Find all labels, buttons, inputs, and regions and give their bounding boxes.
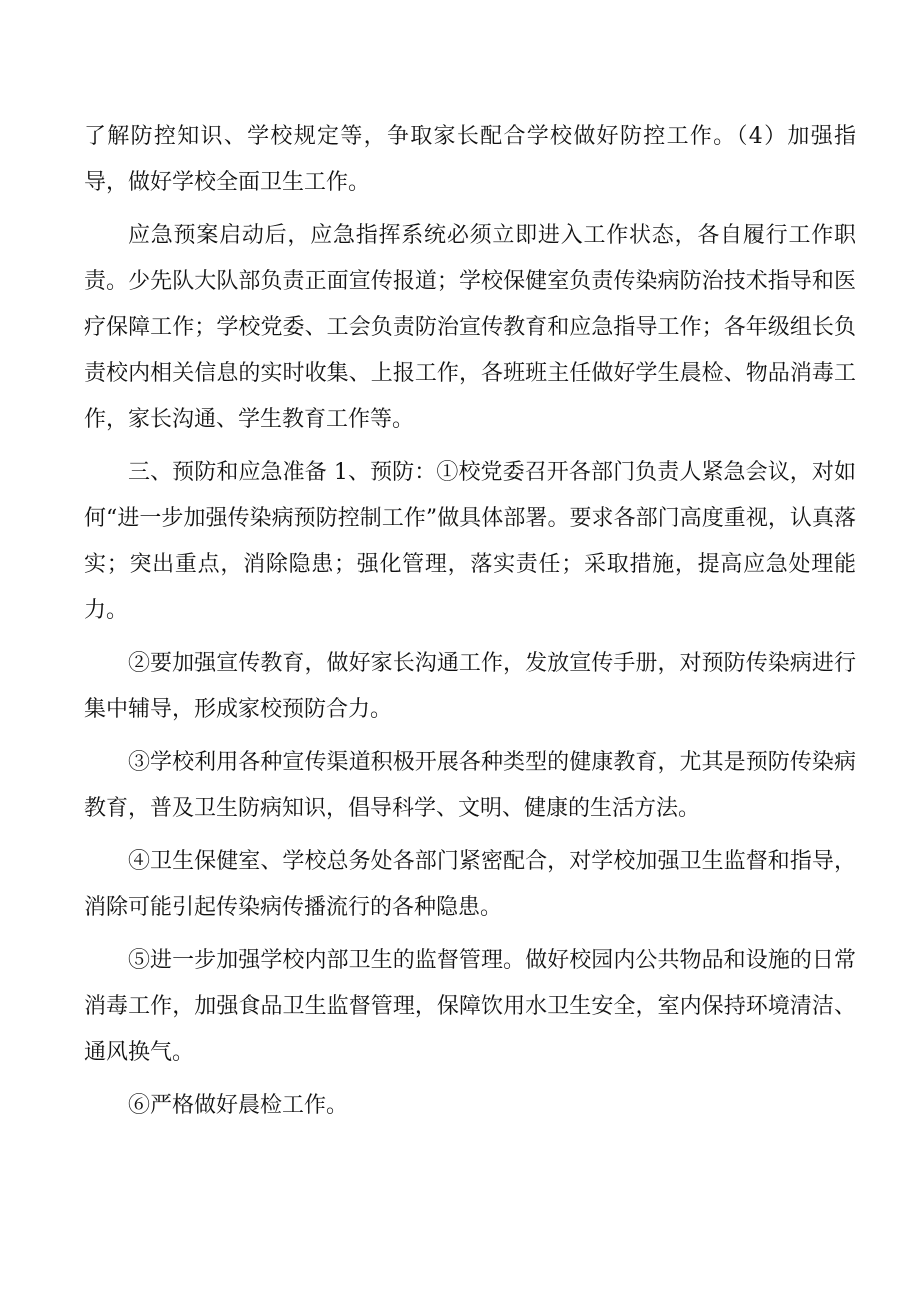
paragraph-4: ②要加强宣传教育，做好家长沟通工作，发放宣传手册，对预防传染病进行集中辅导，形成家校预防合力。 [84,651,856,722]
document-body [84,114,856,1136]
paragraph-2: 应急预案启动后，应急指挥系统必须立即进入工作状态，各自履行工作职责。少先队大队部负责正面宣传报道；学校保健室负责传染病防治技术指导和医疗保障工作；学校党委、工会负责防治宣传教育和应急指导工作；各年级组长负责校内相关信息的实时收集、上报工作，各班班主任做好学生晨检、物品消毒工作，家长沟通、学生教育工作等。 [84,223,856,432]
paragraph-1: 了解防控知识、学校规定等，争取家长配合学校做好防控工作。（4）加强指导，做好学校全面卫生工作。 [84,124,856,195]
paragraph-5: ③学校利用各种宣传渠道积极开展各种类型的健康教育，尤其是预防传染病教育，普及卫生防病知识，倡导科学、文明、健康的生活方法。 [84,750,856,821]
paragraph-7: ⑤进一步加强学校内部卫生的监督管理。做好校园内公共物品和设施的日常消毒工作，加强食品卫生监督管理，保障饮用水卫生安全，室内保持环境清洁、通风换气。 [84,948,856,1065]
paragraph-6: ④卫生保健室、学校总务处各部门紧密配合，对学校加强卫生监督和指导，消除可能引起传染病传播流行的各种隐患。 [84,849,856,920]
paragraph-8: ⑥严格做好晨检工作。 [128,1093,349,1118]
paragraph-3: 三、预防和应急准备 1、预防：①校党委召开各部门负责人紧急会议，对如何“进一步加强传染病预防控制工作”做具体部署。要求各部门高度重视，认真落实；突出重点，消除隐患；强化管理，落实责任；采取措施，提高应急处理能力。 [84,460,856,623]
